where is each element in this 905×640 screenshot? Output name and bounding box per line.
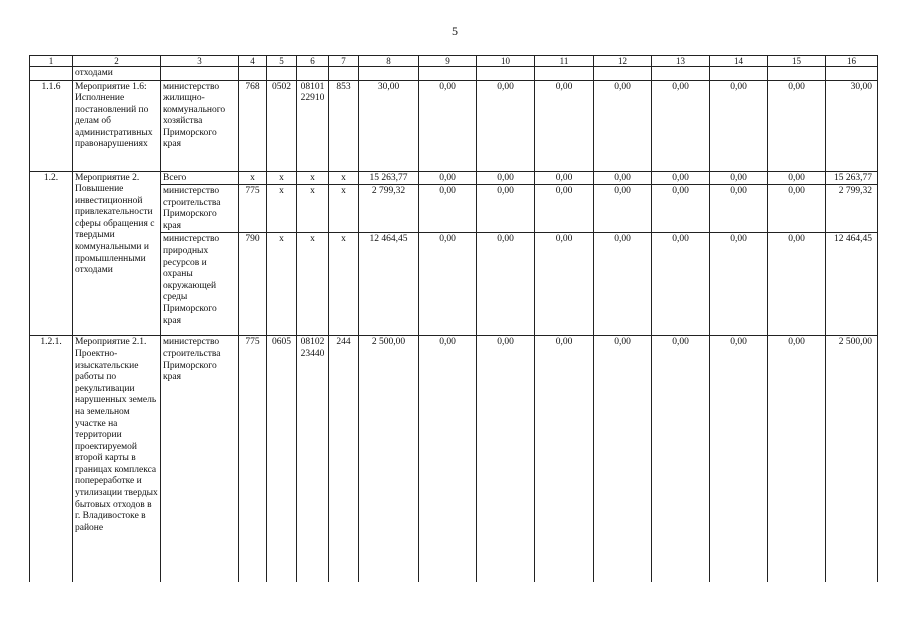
value-cell: 0,00 <box>652 80 710 171</box>
header-cell: 8 <box>359 56 419 67</box>
value-cell: 0,00 <box>535 185 594 233</box>
value-cell: 0,00 <box>477 336 535 582</box>
header-cell: 6 <box>297 56 329 67</box>
value-cell: 0,00 <box>652 185 710 233</box>
value-cell: 0,00 <box>594 233 652 336</box>
value-cell: 0,00 <box>768 233 826 336</box>
header-cell: 2 <box>73 56 161 67</box>
value-cell: 0502 <box>267 80 297 171</box>
header-cell: 10 <box>477 56 535 67</box>
value-cell: 0,00 <box>652 233 710 336</box>
value-cell: 0,00 <box>594 171 652 185</box>
value-cell: 0,00 <box>535 171 594 185</box>
value-cell: 0,00 <box>419 80 477 171</box>
value-cell: 0,00 <box>768 171 826 185</box>
header-cell: 14 <box>710 56 768 67</box>
value-cell: 853 <box>329 80 359 171</box>
header-cell: 1 <box>30 56 73 67</box>
header-cell: 7 <box>329 56 359 67</box>
value-cell: 0,00 <box>419 233 477 336</box>
value-cell: x <box>297 233 329 336</box>
value-cell: 0,00 <box>710 336 768 582</box>
value-cell: 244 <box>329 336 359 582</box>
value-cell: x <box>267 171 297 185</box>
table-row <box>30 80 878 171</box>
value-cell: 0,00 <box>768 185 826 233</box>
value-cell: 0,00 <box>594 185 652 233</box>
value-cell: 0,00 <box>477 80 535 171</box>
value-cell: 0,00 <box>594 80 652 171</box>
name-cell: отходами <box>73 67 161 81</box>
value-cell: 0,00 <box>419 336 477 582</box>
value-cell: 15 263,77 <box>359 171 419 185</box>
value-cell: 2 799,32 <box>359 185 419 233</box>
value-cell: 0,00 <box>710 80 768 171</box>
value-cell: 0,00 <box>768 336 826 582</box>
executor-cell: министерство строительства Приморского края <box>161 336 239 582</box>
value-cell: x <box>297 171 329 185</box>
value-cell: 0,00 <box>477 185 535 233</box>
value-cell: 0,00 <box>652 336 710 582</box>
header-cell: 4 <box>239 56 267 67</box>
header-cell: 15 <box>768 56 826 67</box>
header-cell: 12 <box>594 56 652 67</box>
value-cell: 0,00 <box>710 233 768 336</box>
value-cell: 0,00 <box>535 80 594 171</box>
header-row <box>30 56 878 67</box>
value-cell: 0,00 <box>419 185 477 233</box>
header-cell: 13 <box>652 56 710 67</box>
executor-cell: министерство жилищно-коммунального хозяйства Приморского края <box>161 80 239 171</box>
value-cell: 0,00 <box>710 185 768 233</box>
executor-cell: министерство природных ресурсов и охраны окружающей среды Приморского края <box>161 233 239 336</box>
header-cell: 3 <box>161 56 239 67</box>
name-cell: Мероприятие 2.1. Проектно-изыскательские работы по рекультивации нарушенных земель на земельном участке на территории проектируемой второй карты в границах комплекса попереработке и утилизации твердых бытовых отходов в г. Владивостоке в районе <box>73 336 161 582</box>
header-cell: 9 <box>419 56 477 67</box>
value-cell: 0,00 <box>768 80 826 171</box>
value-cell: x <box>329 233 359 336</box>
value-cell: 0,00 <box>535 233 594 336</box>
page-number: 5 <box>452 24 458 38</box>
value-cell: x <box>267 233 297 336</box>
value-cell: 08101 22910 <box>297 80 329 171</box>
value-cell: 2 500,00 <box>826 336 878 582</box>
value-cell: 2 500,00 <box>359 336 419 582</box>
table-row <box>30 67 878 81</box>
value-cell: 08102 23440 <box>297 336 329 582</box>
row-number: 1.2. <box>30 171 73 336</box>
value-cell: 0,00 <box>477 171 535 185</box>
value-cell: 30,00 <box>359 80 419 171</box>
value-cell: 12 464,45 <box>359 233 419 336</box>
value-cell: x <box>239 171 267 185</box>
table-row <box>30 336 878 582</box>
value-cell: 0,00 <box>535 336 594 582</box>
value-cell: 768 <box>239 80 267 171</box>
executor-cell: Всего <box>161 171 239 185</box>
value-cell: 790 <box>239 233 267 336</box>
table-row <box>30 171 878 185</box>
value-cell: 30,00 <box>826 80 878 171</box>
value-cell: 12 464,45 <box>826 233 878 336</box>
budget-table <box>29 55 878 582</box>
row-number: 1.1.6 <box>30 80 73 171</box>
value-cell: x <box>329 185 359 233</box>
executor-cell: министерство строительства Приморского края <box>161 185 239 233</box>
header-cell: 11 <box>535 56 594 67</box>
value-cell: x <box>329 171 359 185</box>
value-cell: 0605 <box>267 336 297 582</box>
row-number: 1.2.1. <box>30 336 73 582</box>
value-cell: 0,00 <box>477 233 535 336</box>
header-cell: 5 <box>267 56 297 67</box>
value-cell: 775 <box>239 336 267 582</box>
value-cell: x <box>267 185 297 233</box>
value-cell: 0,00 <box>419 171 477 185</box>
value-cell: 0,00 <box>710 171 768 185</box>
value-cell: 15 263,77 <box>826 171 878 185</box>
name-cell: Мероприятие 1.6: Исполнение постановлений по делам об административных правонарушениях <box>73 80 161 171</box>
value-cell: 0,00 <box>652 171 710 185</box>
value-cell: 0,00 <box>594 336 652 582</box>
name-cell: Мероприятие 2. Повышение инвестиционной привлекательности сферы обращения с твердыми коммунальными и промышленными отходами <box>73 171 161 336</box>
header-cell: 16 <box>826 56 878 67</box>
value-cell: 775 <box>239 185 267 233</box>
value-cell: x <box>297 185 329 233</box>
value-cell: 2 799,32 <box>826 185 878 233</box>
